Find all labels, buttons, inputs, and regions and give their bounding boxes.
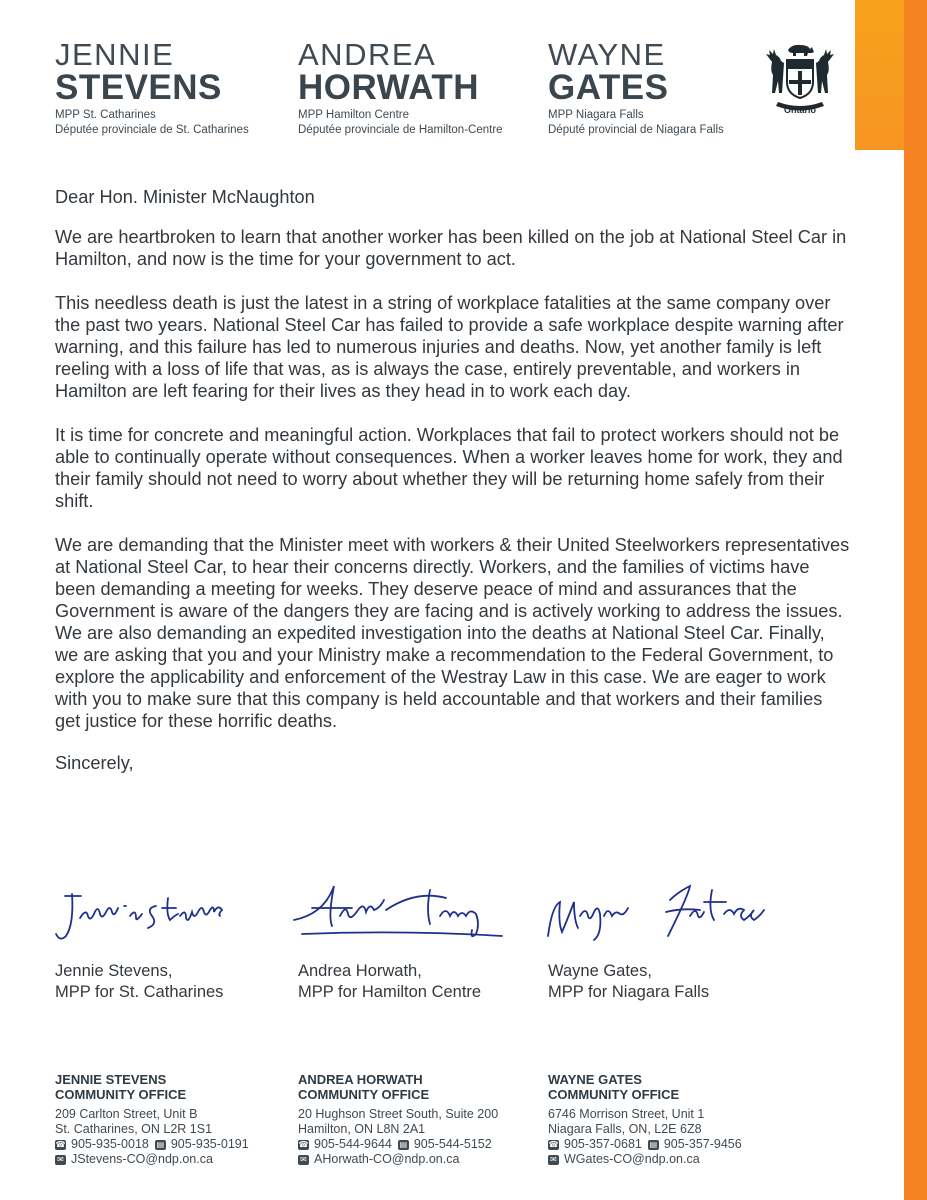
mpp-header-horwath: [298, 37, 538, 138]
signature-gates: [540, 876, 790, 946]
email-icon: ✉: [55, 1155, 66, 1165]
signer-name: Wayne Gates,: [548, 962, 652, 980]
office-phone[interactable]: 905-357-0681: [564, 1137, 642, 1151]
mpp-title-fr: Députée provinciale de St. Catharines: [55, 124, 249, 136]
office-email[interactable]: AHorwath-CO@ndp.on.ca: [314, 1152, 460, 1166]
signer-stevens: [55, 961, 223, 1003]
paragraph: It is time for concrete and meaningful action. Workplaces that fail to protect workers should not be able to continually operate without consequences. When a worker leaves home for work, they and their family should not need to worry about whether they will be returning home safely from their shift.: [55, 425, 843, 511]
office-phones: [298, 1137, 538, 1152]
paragraph: This needless death is just the latest in a string of workplace fatalities at the same company over the past two years. National Steel Car has failed to provide a safe workplace despite warning after warning, and this failure has led to numerous injuries and deaths. Now, yet another family is left reeling with a loss of life that was, as is always the case, entirely preventable, and workers in Hamilton are left fearing for their lives as they head in to work each day.: [55, 293, 844, 401]
signature-stevens: [50, 876, 265, 946]
office-phone[interactable]: 905-935-0018: [71, 1137, 149, 1151]
office-phones: [548, 1137, 788, 1152]
mpp-title-fr: Députée provinciale de Hamilton-Centre: [298, 124, 503, 136]
letter-body: [55, 186, 850, 774]
mpp-header-gates: [548, 37, 788, 138]
office-email[interactable]: WGates-CO@ndp.on.ca: [564, 1152, 700, 1166]
office-address-line: St. Catharines, ON L2R 1S1: [55, 1122, 213, 1136]
accent-stripe: [904, 0, 927, 1200]
office-phones: [55, 1137, 295, 1152]
mpp-title-fr: Député provincial de Niagara Falls: [548, 124, 724, 136]
signer-horwath: [298, 961, 481, 1003]
office-subheading: COMMUNITY OFFICE: [548, 1087, 680, 1102]
signer-role: MPP for Niagara Falls: [548, 983, 710, 1001]
paragraph: We are demanding that the Minister meet with workers & their United Steelworkers representatives at National Steel Car, to hear their concerns directly. Workers, and the families of victims have been demanding a meeting for weeks. They deserve peace of mind and assurances that the Government is aware of the dangers they are facing and is actively working to address the issues. We are also demanding an expedited investigation into the deaths at National Steel Car. Finally, we are asking that you and your Ministry make a recommendation to the Federal Government, to explore the applicability and enforcement of the Westray Law in this case. We are eager to work with you to make sure that this company is held accountable and that workers and their families get justice for these horrific deaths.: [55, 535, 850, 731]
paragraph: We are heartbroken to learn that another worker has been killed on the job at National Steel Car in Hamilton, and now is the time for your government to act.: [55, 227, 847, 269]
office-subheading: COMMUNITY OFFICE: [298, 1087, 430, 1102]
signer-gates: [548, 961, 709, 1003]
salutation: Dear Hon. Minister McNaughton: [55, 187, 315, 207]
mpp-first-name: WAYNE: [548, 37, 666, 72]
mpp-last-name: HORWATH: [298, 68, 480, 107]
office-heading: ANDREA HORWATH: [298, 1072, 423, 1087]
fax-icon: ▤: [649, 1139, 658, 1149]
fax-icon: ▤: [156, 1139, 165, 1149]
signer-name: Jennie Stevens,: [55, 962, 173, 980]
closing: Sincerely,: [55, 753, 134, 773]
office-heading: WAYNE GATES: [548, 1072, 642, 1087]
office-address-line: Hamilton, ON L8N 2A1: [298, 1122, 426, 1136]
office-fax: 905-544-5152: [413, 1137, 492, 1151]
email-icon: ✉: [548, 1155, 559, 1165]
mpp-title-en: MPP Niagara Falls: [548, 109, 644, 121]
office-horwath: [298, 1072, 538, 1167]
office-address-line: 20 Hughson Street South, Suite 200: [298, 1107, 499, 1121]
phone-icon: ☎: [548, 1139, 559, 1149]
email-icon: ✉: [298, 1155, 309, 1165]
office-heading: JENNIE STEVENS: [55, 1072, 167, 1087]
mpp-first-name: JENNIE: [55, 37, 175, 72]
mpp-title-en: MPP Hamilton Centre: [298, 109, 409, 121]
office-gates: [548, 1072, 788, 1167]
office-email[interactable]: JStevens-CO@ndp.on.ca: [71, 1152, 213, 1166]
signer-role: MPP for St. Catharines: [55, 983, 224, 1001]
office-email-row: [55, 1152, 295, 1167]
mpp-first-name: ANDREA: [298, 37, 437, 72]
office-subheading: COMMUNITY OFFICE: [55, 1087, 187, 1102]
phone-icon: ☎: [298, 1139, 309, 1149]
office-email-row: [298, 1152, 538, 1167]
office-address-line: Niagara Falls, ON, L2E 6Z8: [548, 1122, 702, 1136]
office-phone[interactable]: 905-544-9644: [314, 1137, 392, 1151]
crest-label: Ontario: [783, 105, 816, 115]
office-fax: 905-935-0191: [170, 1137, 249, 1151]
signer-role: MPP for Hamilton Centre: [298, 983, 482, 1001]
mpp-last-name: STEVENS: [55, 68, 222, 107]
office-address-line: 209 Carlton Street, Unit B: [55, 1107, 198, 1121]
office-stevens: [55, 1072, 295, 1167]
office-address-line: 6746 Morrison Street, Unit 1: [548, 1107, 705, 1121]
signature-horwath: [290, 876, 520, 946]
office-fax: 905-357-9456: [663, 1137, 742, 1151]
mpp-header-stevens: [55, 37, 295, 138]
phone-icon: ☎: [55, 1139, 66, 1149]
fax-icon: ▤: [399, 1139, 408, 1149]
mpp-last-name: GATES: [548, 68, 669, 107]
signer-name: Andrea Horwath,: [298, 962, 422, 980]
mpp-title-en: MPP St. Catharines: [55, 109, 156, 121]
office-email-row: [548, 1152, 788, 1167]
